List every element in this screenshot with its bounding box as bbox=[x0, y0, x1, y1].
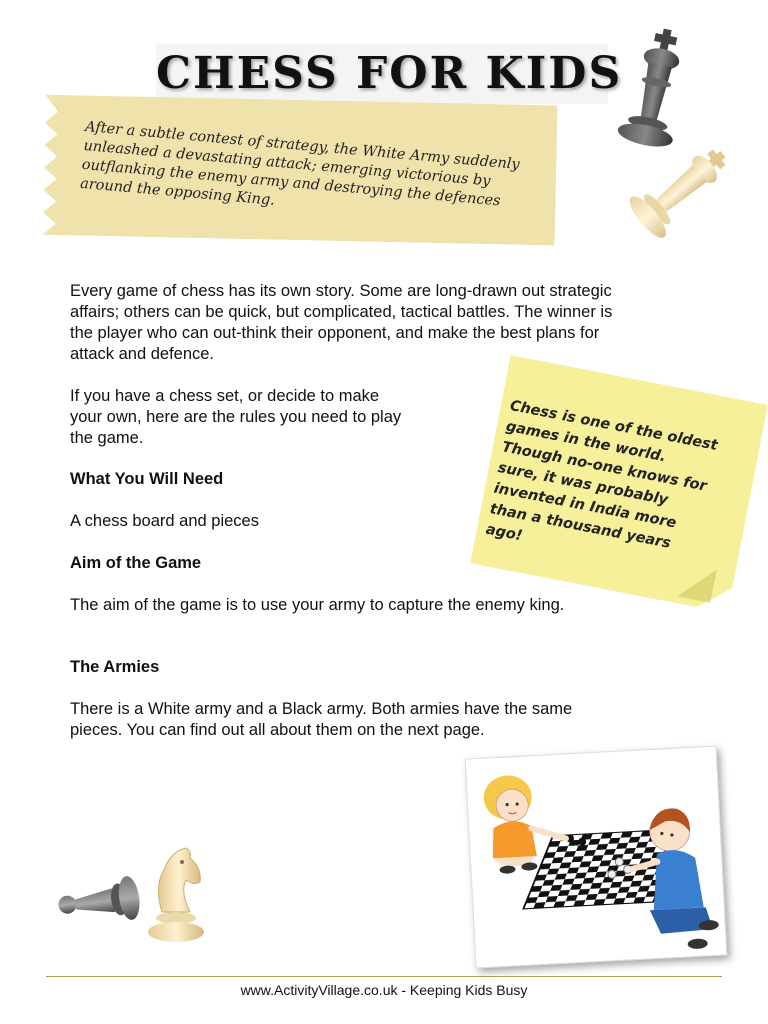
paragraph-what-you-need: A chess board and pieces bbox=[70, 512, 259, 530]
kids-playing-chess-illustration bbox=[465, 746, 728, 969]
heading-armies: The Armies bbox=[70, 658, 160, 676]
heading-aim: Aim of the Game bbox=[70, 554, 202, 572]
sticky-note-text: Chess is one of the oldest games in the world. Though no-one knows for sure, it was probably invented in India more than a thousand years ago! bbox=[484, 397, 719, 552]
paragraph-rules-intro: If you have a chess set, or decide to make your own, here are the rules you need to play the game. bbox=[70, 387, 402, 447]
white-king-icon bbox=[610, 128, 750, 253]
paragraph-story: Every game of chess has its own story. Some are long-drawn out strategic affairs; others can be quick, but complicated, tactical battles. The winner is the player who can out-think their opponent, and make the best plans for attack and defence. bbox=[70, 282, 613, 363]
paragraph-armies: There is a White army and a Black army. Both armies have the same pieces. You can find out all about them on the next page. bbox=[70, 700, 573, 739]
footer-text: www.ActivityVillage.co.uk - Keeping Kids Busy bbox=[240, 982, 528, 998]
white-knight-icon bbox=[144, 842, 208, 946]
paragraph-aim: The aim of the game is to use your army to capture the enemy king. bbox=[70, 596, 565, 614]
heading-what-you-need: What You Will Need bbox=[70, 470, 224, 488]
intro-note-text: After a subtle contest of strategy, the White Army suddenly unleashed a devastating attack; emerging victorious by outflanking the enemy army and destroying the defences around the opposing King. bbox=[79, 118, 521, 210]
footer-rule bbox=[46, 976, 722, 977]
page-title: CHESS FOR KIDS bbox=[156, 44, 608, 104]
black-pawn-icon bbox=[56, 876, 146, 936]
